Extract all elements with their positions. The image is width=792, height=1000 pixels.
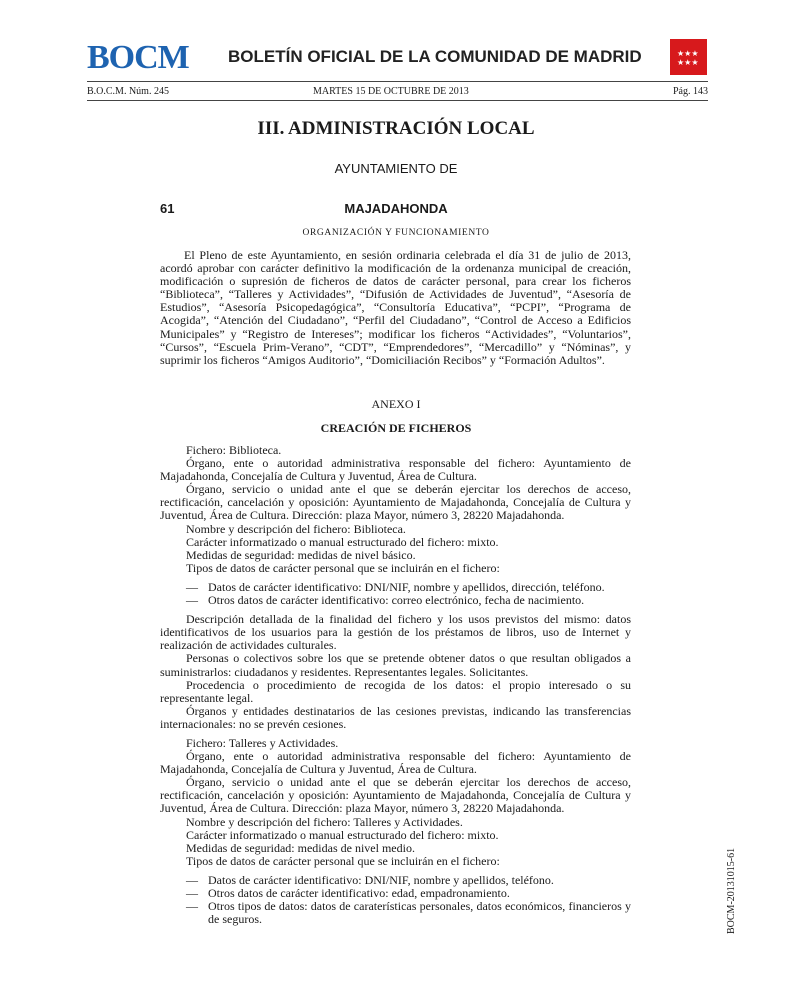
page-number: Pág. 143 [673,86,708,97]
list-item-text: Datos de carácter identificativo: DNI/NIF, nombre y apellidos, teléfono. [208,872,554,887]
gazette-name: BOLETÍN OFICIAL DE LA COMUNIDAD DE MADRID [228,47,642,66]
bocm-logo: BOCM [87,39,189,76]
paragraph: Tipos de datos de carácter personal que se incluirán en el fichero: [186,560,500,575]
subject-heading: ORGANIZACIÓN Y FUNCIONAMIENTO [302,228,490,238]
paragraph: Órgano, servicio o unidad ante el que se deberán ejercitar los derechos de acceso, rectificación, cancelación y oposición: Ayuntamiento de Majadahonda, Concejalía de Cultura y Juventud, Área de Cultura. Dirección: plaza Mayor, número 3, 28220 Majadahonda. [160,775,631,816]
list-item-text: Datos de carácter identificativo: DNI/NIF, nombre y apellidos, dirección, teléfono. [208,579,605,594]
stars-icon [674,47,704,67]
document-code [714,830,737,934]
list-item-text: Otros datos de carácter identificativo: edad, empadronamiento. [208,886,510,900]
list-item-text: Otros tipos de datos: datos de caraterísticas personales, datos económicos, financieros y de seguros. [208,899,631,927]
paragraph: Fichero: Biblioteca. [186,443,282,457]
data-type-list [160,581,631,607]
paragraph: Carácter informatizado o manual estructurado del fichero: mixto. [186,827,499,842]
entity-line-2: MAJADAHONDA [344,201,448,216]
document-code-text: BOCM-20131015-61 [726,847,737,934]
paragraph: Órganos y entidades destinatarios de las cesiones previstas, indicando las transferencias internacionales: no se prevén cesiones. [160,703,631,731]
paragraph: Medidas de seguridad: medidas de nivel medio. [186,840,415,855]
svg-text:★★★: ★★★ [676,58,699,67]
list-item [160,594,631,607]
dash-bullet: — [186,872,198,887]
paragraph: Medidas de seguridad: medidas de nivel básico. [186,547,416,562]
paragraph: Nombre y descripción del fichero: Talleres y Actividades. [186,814,463,829]
annex-title: CREACIÓN DE FICHEROS [320,421,472,435]
order-number: 61 [160,201,175,216]
svg-text:★★★: ★★★ [676,49,699,58]
paragraph: Fichero: Talleres y Actividades. [186,735,339,750]
dash-bullet: — [186,593,198,608]
paragraph: Descripción detallada de la finalidad del fichero y los usos previstos del mismo: datos identificativos de los usuarios para la gestión de los préstamos de libros, uso de Internet y realización de actividades culturales. [160,612,631,653]
dash-bullet: — [186,899,198,914]
issue-number: B.O.C.M. Núm. 245 [87,86,169,97]
list-item [160,900,631,926]
dash-bullet: — [186,886,198,900]
annex-body [160,444,631,932]
paragraph: Órgano, ente o autoridad administrativa responsable del fichero: Ayuntamiento de Majadahonda, Concejalía de Cultura y Juventud, Área de Cultura. [160,749,631,777]
paragraph: Nombre y descripción del fichero: Biblioteca. [186,521,406,536]
paragraph: Órgano, ente o autoridad administrativa responsable del fichero: Ayuntamiento de Majadahonda, Concejalía de Cultura y Juventud, Área de Cultura. [160,456,631,484]
paragraph: Carácter informatizado o manual estructurado del fichero: mixto. [186,534,499,549]
paragraph: Procedencia o procedimiento de recogida de los datos: el propio interesado o su representante legal. [160,677,631,705]
data-type-list [160,874,631,926]
paragraph: Tipos de datos de carácter personal que se incluirán en el fichero: [186,853,500,868]
header-rule-top [87,81,708,82]
paragraph: Órgano, servicio o unidad ante el que se deberán ejercitar los derechos de acceso, rectificación, cancelación y oposición: Ayuntamiento de Majadahonda, Concejalía de Cultura y Juventud, Área de Cultura. Dirección: plaza Mayor, número 3, 28220 Majadahonda. [160,482,631,523]
madrid-seal-icon [670,39,707,75]
intro-paragraph: El Pleno de este Ayuntamiento, en sesión ordinaria celebrada el día 31 de julio de 2013, acordó aprobar con carácter definitivo la modificación de la ordenanza municipal de creación, modificación o supresión de ficheros de datos de carácter personal, para crear los ficheros “Biblioteca”, “Talleres y Actividades”, “Difusión de Actividades de Juventud”, “Asesoría de Estudios”, “Asesoría Psicopedagógica”, “Consultoría Educativa”, “PCPI”, “Programa de Acogida”, “Atención del Ciudadano”, “Perfil del Ciudadano”, “Control de Acceso a Edificios Municipales” y “Registro de Intereses”; modificar los ficheros “Actividades”, “Voluntarios”, “Cursos”, “Escuela Prim-Verano”, “CDT”, “Emprendedores”, “Mercadillo” y “Nóminas”, y suprimir los ficheros “Amigos Auditorio”, “Domiciliación Recibos” y “Formación Adultos”. [160,248,631,367]
section-title: III. ADMINISTRACIÓN LOCAL [257,118,535,139]
entity-line-1: AYUNTAMIENTO DE [334,161,458,176]
header-rule-bottom [87,100,708,101]
issue-date: MARTES 15 DE OCTUBRE DE 2013 [313,86,469,97]
dash-bullet: — [186,579,198,594]
annex-label: ANEXO I [371,397,421,411]
list-item-text: Otros datos de carácter identificativo: correo electrónico, fecha de nacimiento. [208,593,585,608]
paragraph: Personas o colectivos sobre los que se pretende obtener datos o que resultan obligados a suministrarlos: ciudadanos y residentes. Representantes legales. Solicitantes. [160,651,631,679]
